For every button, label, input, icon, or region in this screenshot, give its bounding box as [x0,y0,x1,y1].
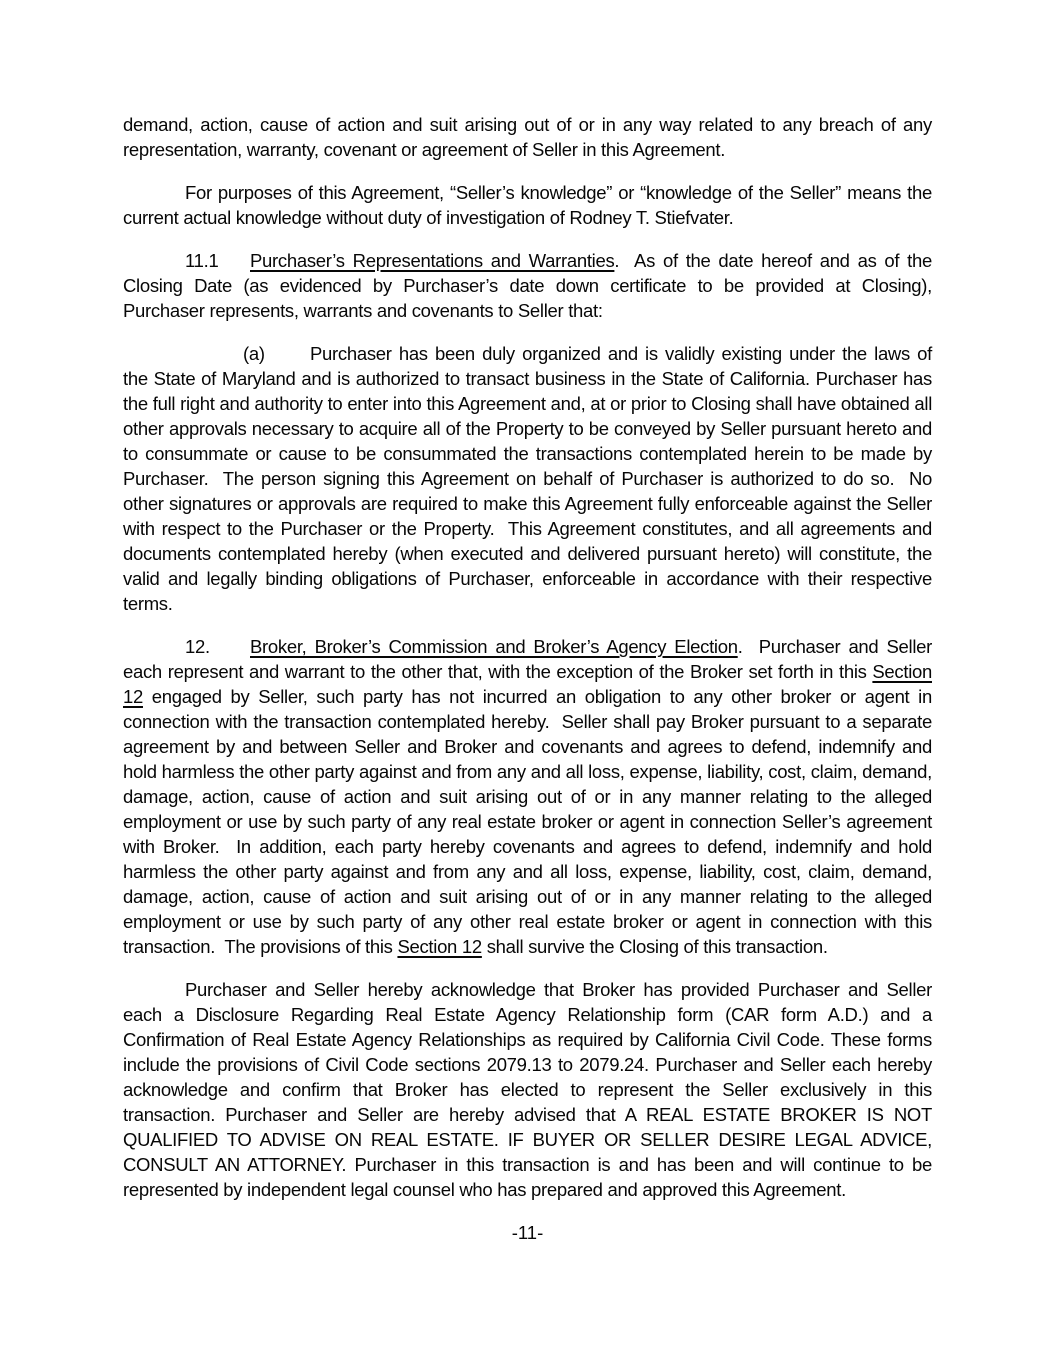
section-number-12: 12. [185,636,210,657]
paragraph-sellers-knowledge: For purposes of this Agreement, “Seller’s knowledge” or “knowledge of the Seller” means the current actual knowledge without duty of investigation of Rodney T. Stiefvater. [123,182,932,228]
section-12-body-text-1: . Purchaser and Seller each represent and warrant to the other that, with the exception of the Broker set forth in this [123,636,932,682]
page-footer [123,1220,932,1245]
section-number-11-1: 11.1 [185,250,219,271]
paragraph-broker-disclosure: Purchaser and Seller hereby acknowledge that Broker has provided Purchaser and Seller each a Disclosure Regarding Real Estate Agency Relationship form (CAR form A.D.) and a Confirmation of Real Estate Agency Relationships as required by California Civil Code. These forms include the provisions of Civil Code sections 2079.13 to 2079.24. Purchaser and Seller each hereby acknowledge and confirm that Broker has elected to represent the Seller exclusively in this transaction. Purchaser and Seller are hereby advised that A REAL ESTATE BROKER IS NOT QUALIFIED TO ADVISE ON REAL ESTATE. IF BUYER OR SELLER DESIRE LEGAL ADVICE, CONSULT AN ATTORNEY. Purchaser in this transaction is and has been and will continue to be represented by independent legal counsel who has prepared and approved this Agreement. [123,979,932,1200]
paragraph-breach-continuation: demand, action, cause of action and suit arising out of or in any way related to any breach of any representation, warranty, covenant or agreement of Seller in this Agreement. [123,114,932,160]
subsection-a-label: (a) [243,343,265,364]
subsection-a-body-text: Purchaser has been duly organized and is validly existing under the laws of the State of Maryland and is authorized to transact business in the State of California. Purchaser has the full right and authority to enter into this Agreement and, at or prior to Closing shall have obtained all other approvals necessary to acquire all of the Property to be conveyed by Seller pursuant hereto and to consummate or cause to be consummated the transactions contemplated herein to be made by Purchaser. The person signing this Agreement on behalf of Purchaser is authorized to do so. No other signatures or approvals are required to make this Agreement fully enforceable against the Seller with respect to the Purchaser or the Property. This Agreement constitutes, and all agreements and documents contemplated hereby (when executed and delivered pursuant hereto) will constitute, the valid and legally binding obligations of Purchaser, enforceable in accordance with their respective terms. [123,343,932,614]
paragraph-subsection-a [123,341,932,616]
paragraph-section-11-1 [123,248,932,323]
section-12-body-text-2: engaged by Seller, such party has not incurred an obligation to any other broker or agent in connection with the transaction contemplated hereby. Seller shall pay Broker pursuant to a separate agreement by and between Seller and Broker and covenants and agrees to defend, indemnify and hold harmless the other party against and from any and all loss, expense, liability, cost, claim, demand, damage, action, cause of action and suit arising out of or in any manner relating to the alleged employment or use by such party of any real estate broker or agent in connection Seller’s agreement with Broker. In addition, each party hereby covenants and agrees to defend, indemnify and hold harmless the other party against and from any and all loss, expense, liability, cost, claim, demand, damage, action, cause of action and suit arising out of or in any manner relating to the alleged employment or use by such party of any other real estate broker or agent in connection with this transaction. The provisions of this [123,686,932,957]
section-12-reference-1: Section 12 [123,661,932,707]
section-12-reference-2: Section 12 [397,936,482,957]
section-11-1-body-text: . As of the date hereof and as of the Closing Date (as evidenced by Purchaser’s date down certificate to be provided at Closing), Purchaser represents, warrants and covenants to Seller that: [123,250,932,321]
section-12-body-text-3: shall survive the Closing of this transaction. [481,936,828,957]
section-heading-purchasers-representations: Purchaser’s Representations and Warranties [250,250,615,271]
paragraph-section-12 [123,634,932,959]
section-heading-broker-commission: Broker, Broker’s Commission and Broker’s Agency Election [250,636,738,657]
page-number: -11- [511,1222,544,1243]
